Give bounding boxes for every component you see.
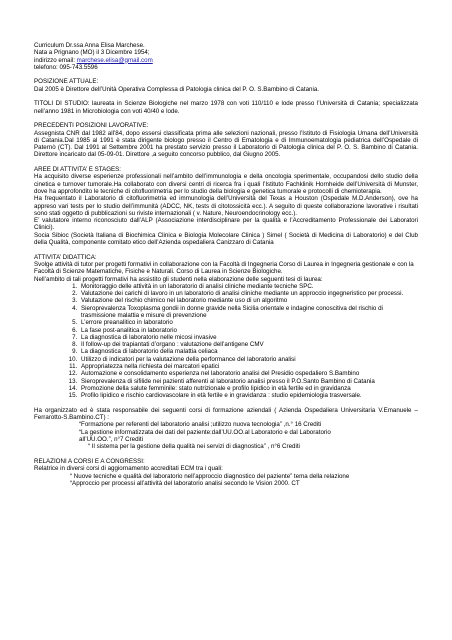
thesis-item: 12. Automazione e consolidamento esperienza nel laboratorio analisi del Presidio ospedaliero S.Bambino xyxy=(79,370,418,377)
congress-item-2: “Approccio per processi all’attività del laboratorio analisi secondo le Vision 2000. CT xyxy=(70,479,300,487)
phone-line: telefono: 095-743.5596 xyxy=(34,63,98,71)
thesis-item: 11. Appropriatezza nella richiesta dei marcatori epatici xyxy=(79,363,418,370)
course-item-3: “ Il sistema per la gestione della qualità nei servizi di diagnostica” , n°6 Crediti xyxy=(88,443,300,451)
areas-heading: AREE DI ATTIVITA’ E STAGES: xyxy=(34,166,121,174)
thesis-item: 14. Promozione della salute femminile: stato nutrizionale e profilo lipidico in età fertile ed in gravidanza xyxy=(79,385,418,392)
teaching-heading: ATTIVITA’ DIDATTICA: xyxy=(34,253,97,261)
thesis-list xyxy=(34,283,418,400)
cv-title: Curriculum Dr.ssa Anna Elisa Marchese. xyxy=(34,42,145,49)
document-body xyxy=(34,42,418,487)
courses-intro: Ha organizzato ed è stata responsabile dei seguenti corsi di formazione aziendali ( Azienda Ospedaliera Universitaria V.Emanuele –Ferrarotto-S.Bambino.CT) : xyxy=(34,406,418,422)
previous-text: Assegnista CNR dal 1982 all’84, dopo essersi classificata prima alle selezioni nazionali, presso l’Istituto di Fisiologia Umana dell’Università di Catania.Dal 1985 al 1991 è stata dirigente biologo presso il Centro di Ematologia e di Immunoematologia pediatrica dell’Ospedale di Paternò (CT). Dal 1991 al Settembre 2001 ha prestato servizio presso il Laboratorio di Patologia clinica del P. O. S. Bambino di Catania. Direttore incaricato dal 05-09-01. Direttore ,a seguito concorso pubblico, dal Giugno 2005. xyxy=(34,129,418,159)
email-link[interactable]: marchese.elisa@gmail.com xyxy=(76,56,153,64)
areas-paragraph-2: Ha frequentato il Laboratorio di citofluorimetria ed immunologia dell’Università del Texas a Houston (Ospedale M.D.Anderson), ove ha appreso vari tests per lo studio dell’immunità (ADCC, NK, tests di citotossicità ecc.). A seguito di queste collaborazione lavorative i risultati sono stati oggetto di pubblicazioni su riviste internazionali ( v. Nature, Neuroendocrinology ecc.). xyxy=(34,195,418,217)
thesis-item: 13. Sieroprevalenza di sifilide nei pazienti afferenti al laboratorio analisi presso il P.O.Santo Bambino di Catania xyxy=(79,378,418,385)
thesis-item: 8. Il follow-up dei trapiantati d’organo : valutazione dell’antigene CMV xyxy=(79,341,418,348)
thesis-item: 4. Sieroprevalenza Toxoplasma gondii in donne gravide nella Sicilia orientale e indagine conoscitiva del rischio di trasmissione malattia e misure di prevenzione xyxy=(79,305,418,320)
congress-intro: Relatrice in diversi corsi di aggiornamento accreditati ECM tra i quali: xyxy=(34,465,223,473)
thesis-item: 6. La fase post-analitica in laboratorio xyxy=(79,327,418,334)
thesis-item: 5. L’errore preanalitico in laboratorio xyxy=(79,319,418,326)
thesis-item: 10. Utilizzo di indicatori per la valutazione della performance del laboratorio analisi xyxy=(79,356,418,363)
areas-paragraph-3: E’ valutatore interno riconosciuto dall’ALP (Associazione interdisciplinare per la qualità e l’Accreditamento Professionale dei Laboratori Clinici). xyxy=(34,217,418,232)
areas-paragraph-4: Socia Sibioc (Società Italiana di Biochimica Clinica e Biologia Molecolare Clinica ) Simel ( Società di Medicina di Laboratorio) e del Club della Qualità, componente comitato etico dell’Azienda ospedaliera Canizzaro di Catania xyxy=(34,231,418,247)
email-label: indirizzo email: xyxy=(34,56,77,64)
teaching-paragraph-1: Svolge attività di tutor per progetti formativi in collaborazione con la Facoltà di Ingegneria Corso di Laurea in Ingegneria gestionale e con la Facoltà di Scienze Matematiche, Fisiche e Naturali. Corso di Laurea in Scienze Biologiche. xyxy=(34,260,414,276)
thesis-item: 7. La diagnostica di laboratorio nelle micosi invasive xyxy=(79,334,418,341)
thesis-item: 15. Profilo lipidico e rischio cardiovascolare in età fertile e in gravidanza : studio epidemiologia trasversale. xyxy=(79,392,418,399)
birth-info: Nata a Prignano (MO) il 3 Dicembre 1954; xyxy=(34,49,150,57)
email-line xyxy=(34,57,418,64)
congress-item-1: “ Nuove tecniche e qualità del laboratorio nell’approccio diagnostico del paziente” tema della relazione xyxy=(70,472,350,480)
previous-heading: PRECEDENTI POSIZIONI LAVORATIVE: xyxy=(34,122,149,130)
thesis-item: 9. La diagnostica di laboratorio della malattia celiaca xyxy=(79,348,418,355)
thesis-item: 1. Monitoraggio delle attività in un laboratorio di analisi cliniche mediante tecniche SPC. xyxy=(79,283,418,290)
teaching-paragraph-2: Nell’ambito di tali progetti formativi ha assistito gli studenti nella elaborazione delle seguenti tesi di laurea: xyxy=(34,275,323,283)
areas-paragraph-1: Ha acquisito diverse esperienze professionali nell’ambito dell’immunologia e della oncologia sperimentale, occupandosi dello studio della cinetica e turnover tumorale.Ha collaborato con diversi centri di ricerca fra i quali l’Istituto Fachklinik Hornheide dell’Università di Munster, dove ha approfondito le tecniche di citofluorimetria per lo studio della biologia e genetica tumorale e protocolli di chemioterapia. xyxy=(34,173,418,195)
thesis-item: 3. Valutazione del rischio chimico nel laboratorio mediante uso di un algoritmo xyxy=(79,297,418,304)
course-item-1: “Formazione per referenti del laboratorio analisi ;utilizzo nuova tecnologia” ,n.° 16 Crediti xyxy=(79,421,322,429)
course-item-2-continued: all’UU.OO.”, n°7 Crediti xyxy=(79,436,144,444)
position-heading: POSIZIONE ATTUALE: xyxy=(34,78,99,86)
course-item-2: “La gestione informatizzata dei dati del paziente:dall’UU.OO.al Laboratorio e dal Laboratorio xyxy=(79,428,331,436)
position-text: Dal 2005 è Direttore dell’Unità Operativa Complessa di Patologia clinica del P. O. S.Bambino di Catania. xyxy=(34,85,320,93)
study-titles: TITOLI DI STUDIO: laureata in Scienze Biologiche nel marzo 1978 con voti 110/110 e lode presso l’Università di Catania; specializzata nell’anno 1981 in Microbiologia con voti 40/40 e lode. xyxy=(34,100,418,115)
thesis-item: 2. Valutazione dei carichi di lavoro in un laboratorio di analisi cliniche mediante un approccio ingegneristico per processi. xyxy=(79,290,418,297)
congress-heading: RELAZIONI A CORSI E A CONGRESSI: xyxy=(34,457,145,465)
